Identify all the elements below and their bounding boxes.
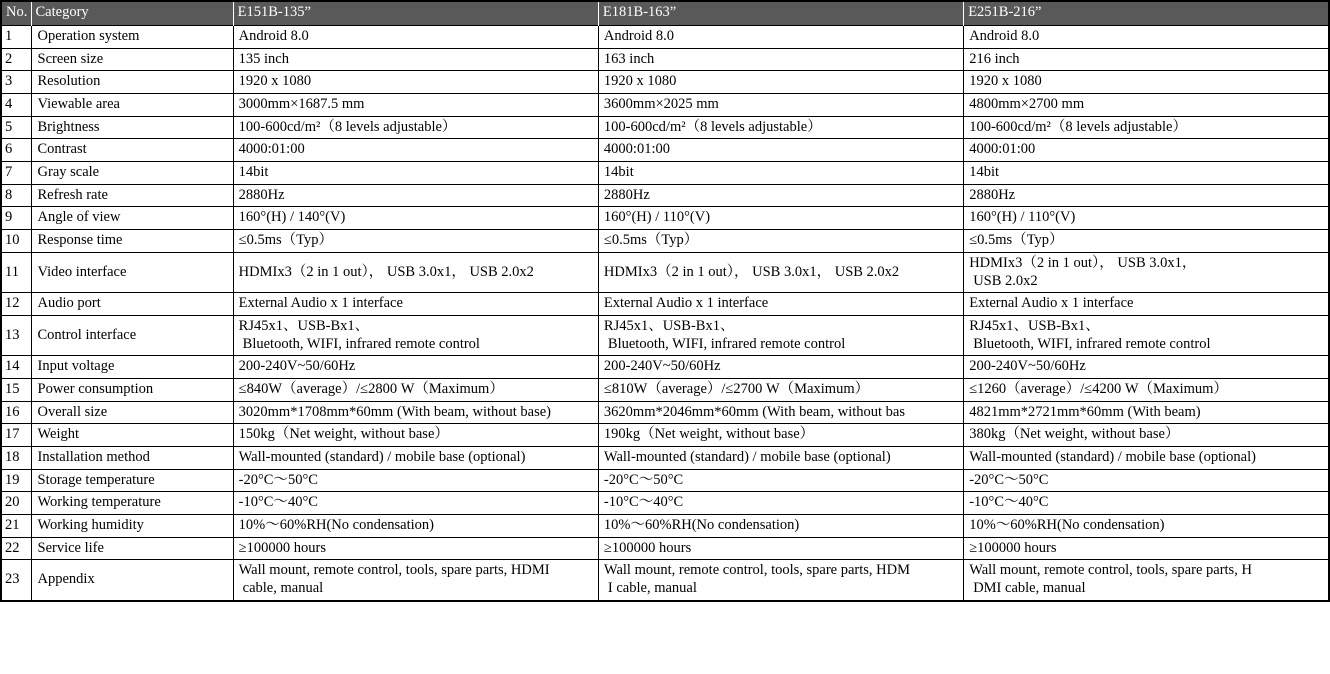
row-value-model-1: 2880Hz	[233, 184, 598, 207]
row-value-model-1: 100-600cd/m²（8 levels adjustable）	[233, 116, 598, 139]
row-value-model-3: -10°C～40°C	[964, 492, 1329, 515]
row-value-model-2: 2880Hz	[598, 184, 963, 207]
value-line-1: Wall mount, remote control, tools, spare parts, HDM	[603, 562, 911, 579]
row-value-model-1: 160°(H) / 140°(V)	[233, 207, 598, 230]
row-value-model-3: 100-600cd/m²（8 levels adjustable）	[964, 116, 1329, 139]
row-value-model-3: 380kg（Net weight, without base）	[964, 424, 1329, 447]
row-value-model-2: 14bit	[598, 162, 963, 185]
column-header-category: Category	[31, 1, 233, 25]
table-row	[1, 447, 1329, 470]
table-row	[1, 25, 1329, 48]
row-value-model-3: -20°C～50°C	[964, 469, 1329, 492]
row-value-model-1: Wall-mounted (standard) / mobile base (optional)	[233, 447, 598, 470]
row-number: 23	[1, 560, 31, 601]
row-category: Screen size	[31, 48, 233, 71]
value-line-1: Wall mount, remote control, tools, spare parts, H	[969, 562, 1252, 579]
row-category: Service life	[31, 537, 233, 560]
row-value-model-2: 4000:01:00	[598, 139, 963, 162]
row-category: Power consumption	[31, 378, 233, 401]
value-line-2: Bluetooth, WIFI, infrared remote control	[973, 335, 1211, 352]
row-category: Viewable area	[31, 94, 233, 117]
row-number: 8	[1, 184, 31, 207]
value-line-1: RJ45x1、USB-Bx1、	[603, 317, 735, 334]
row-value-model-3: Wall-mounted (standard) / mobile base (optional)	[964, 447, 1329, 470]
row-value-model-2: Wall-mounted (standard) / mobile base (optional)	[598, 447, 963, 470]
row-value-model-3: Android 8.0	[964, 25, 1329, 48]
row-number: 16	[1, 401, 31, 424]
value-line-2: cable, manual	[242, 580, 324, 597]
row-number: 12	[1, 293, 31, 316]
row-category: Brightness	[31, 116, 233, 139]
row-value-model-2: Android 8.0	[598, 25, 963, 48]
row-category: Appendix	[31, 560, 233, 601]
table-row	[1, 252, 1329, 292]
value-line-2: Bluetooth, WIFI, infrared remote control	[242, 335, 480, 352]
row-value-model-1: 3020mm*1708mm*60mm (With beam, without base)	[233, 401, 598, 424]
row-category: Input voltage	[31, 356, 233, 379]
row-number: 11	[1, 252, 31, 292]
row-value-model-3: 216 inch	[964, 48, 1329, 71]
row-category: Weight	[31, 424, 233, 447]
row-value-model-2	[598, 560, 963, 601]
row-number: 10	[1, 230, 31, 253]
row-number: 22	[1, 537, 31, 560]
row-value-model-2: 200-240V~50/60Hz	[598, 356, 963, 379]
row-value-model-2: 1920 x 1080	[598, 71, 963, 94]
table-row	[1, 48, 1329, 71]
row-value-model-1	[233, 560, 598, 601]
row-value-model-1: 14bit	[233, 162, 598, 185]
row-value-model-3	[964, 252, 1329, 292]
row-number: 13	[1, 315, 31, 355]
row-value-model-1: 10%～60%RH(No condensation)	[233, 515, 598, 538]
row-value-model-2: 3600mm×2025 mm	[598, 94, 963, 117]
value-line-1: HDMIx3（2 in 1 out）， USB 3.0x1，	[969, 254, 1197, 271]
row-value-model-2: ≤0.5ms（Typ）	[598, 230, 963, 253]
row-value-model-2: 100-600cd/m²（8 levels adjustable）	[598, 116, 963, 139]
row-number: 1	[1, 25, 31, 48]
row-category: Working temperature	[31, 492, 233, 515]
table-row	[1, 537, 1329, 560]
row-value-model-1: External Audio x 1 interface	[233, 293, 598, 316]
table-row	[1, 139, 1329, 162]
row-value-model-1: -20°C～50°C	[233, 469, 598, 492]
row-value-model-3: 200-240V~50/60Hz	[964, 356, 1329, 379]
row-category: Installation method	[31, 447, 233, 470]
row-number: 7	[1, 162, 31, 185]
row-value-model-1: 150kg（Net weight, without base）	[233, 424, 598, 447]
table-row	[1, 469, 1329, 492]
column-header-model-1: E151B-135”	[233, 1, 598, 25]
table-row	[1, 560, 1329, 601]
row-category: Refresh rate	[31, 184, 233, 207]
value-line-1: RJ45x1、USB-Bx1、	[969, 317, 1100, 334]
table-row	[1, 94, 1329, 117]
row-number: 19	[1, 469, 31, 492]
row-value-model-2: 160°(H) / 110°(V)	[598, 207, 963, 230]
table-row	[1, 71, 1329, 94]
row-value-model-2: 10%～60%RH(No condensation)	[598, 515, 963, 538]
row-number: 18	[1, 447, 31, 470]
table-row	[1, 207, 1329, 230]
value-line-2: USB 2.0x2	[973, 272, 1038, 289]
row-value-model-1	[233, 315, 598, 355]
row-value-model-1: 135 inch	[233, 48, 598, 71]
row-number: 17	[1, 424, 31, 447]
row-value-model-3	[964, 315, 1329, 355]
table-row	[1, 162, 1329, 185]
row-value-model-2: External Audio x 1 interface	[598, 293, 963, 316]
table-row	[1, 293, 1329, 316]
column-header-no: No.	[1, 1, 31, 25]
row-value-model-3: 4000:01:00	[964, 139, 1329, 162]
row-value-model-2: -20°C～50°C	[598, 469, 963, 492]
table-row	[1, 184, 1329, 207]
table-header-row	[1, 1, 1329, 25]
row-category: Resolution	[31, 71, 233, 94]
row-value-model-1: 3000mm×1687.5 mm	[233, 94, 598, 117]
row-category: Operation system	[31, 25, 233, 48]
row-category: Overall size	[31, 401, 233, 424]
row-category: Contrast	[31, 139, 233, 162]
row-number: 3	[1, 71, 31, 94]
row-value-model-3: ≥100000 hours	[964, 537, 1329, 560]
row-value-model-2: ≤810W（average）/≤2700 W（Maximum）	[598, 378, 963, 401]
value-line-1: RJ45x1、USB-Bx1、	[238, 317, 370, 334]
row-number: 20	[1, 492, 31, 515]
row-value-model-1: 4000:01:00	[233, 139, 598, 162]
row-value-model-3: 2880Hz	[964, 184, 1329, 207]
table-row	[1, 230, 1329, 253]
row-category: Gray scale	[31, 162, 233, 185]
column-header-model-3: E251B-216”	[964, 1, 1329, 25]
value-line-1: Wall mount, remote control, tools, spare parts, HDMI	[238, 562, 550, 579]
table-row	[1, 401, 1329, 424]
row-value-model-1: 1920 x 1080	[233, 71, 598, 94]
table-row	[1, 116, 1329, 139]
row-value-model-2: 163 inch	[598, 48, 963, 71]
row-value-model-2: 3620mm*2046mm*60mm (With beam, without bas	[598, 401, 963, 424]
value-line-2: DMI cable, manual	[973, 580, 1086, 597]
value-line-2: I cable, manual	[607, 580, 697, 597]
row-value-model-3: 14bit	[964, 162, 1329, 185]
table-row	[1, 424, 1329, 447]
table-row	[1, 378, 1329, 401]
row-number: 14	[1, 356, 31, 379]
table-row	[1, 515, 1329, 538]
row-category: Storage temperature	[31, 469, 233, 492]
row-value-model-1: ≤0.5ms（Typ）	[233, 230, 598, 253]
row-value-model-3: 160°(H) / 110°(V)	[964, 207, 1329, 230]
row-number: 2	[1, 48, 31, 71]
row-value-model-3: 4821mm*2721mm*60mm (With beam)	[964, 401, 1329, 424]
table-row	[1, 356, 1329, 379]
row-value-model-2: HDMIx3（2 in 1 out）， USB 3.0x1， USB 2.0x2	[598, 252, 963, 292]
row-value-model-3: 10%～60%RH(No condensation)	[964, 515, 1329, 538]
row-category: Working humidity	[31, 515, 233, 538]
row-value-model-3: External Audio x 1 interface	[964, 293, 1329, 316]
row-category: Response time	[31, 230, 233, 253]
row-value-model-2	[598, 315, 963, 355]
row-value-model-1: ≥100000 hours	[233, 537, 598, 560]
row-value-model-2: -10°C～40°C	[598, 492, 963, 515]
row-number: 5	[1, 116, 31, 139]
row-category: Video interface	[31, 252, 233, 292]
table-row	[1, 492, 1329, 515]
row-number: 6	[1, 139, 31, 162]
row-value-model-1: Android 8.0	[233, 25, 598, 48]
row-value-model-3: ≤0.5ms（Typ）	[964, 230, 1329, 253]
row-value-model-3: 1920 x 1080	[964, 71, 1329, 94]
row-number: 15	[1, 378, 31, 401]
row-number: 21	[1, 515, 31, 538]
row-value-model-3: ≤1260（average）/≤4200 W（Maximum）	[964, 378, 1329, 401]
row-category: Angle of view	[31, 207, 233, 230]
row-value-model-3: 4800mm×2700 mm	[964, 94, 1329, 117]
row-value-model-1: -10°C～40°C	[233, 492, 598, 515]
row-value-model-3	[964, 560, 1329, 601]
row-category: Control interface	[31, 315, 233, 355]
row-number: 4	[1, 94, 31, 117]
row-value-model-1: ≤840W（average）/≤2800 W（Maximum）	[233, 378, 598, 401]
row-value-model-2: ≥100000 hours	[598, 537, 963, 560]
table-row	[1, 315, 1329, 355]
row-category: Audio port	[31, 293, 233, 316]
row-value-model-1: HDMIx3（2 in 1 out）， USB 3.0x1， USB 2.0x2	[233, 252, 598, 292]
column-header-model-2: E181B-163”	[598, 1, 963, 25]
value-line-2: Bluetooth, WIFI, infrared remote control	[607, 335, 846, 352]
row-value-model-2: 190kg（Net weight, without base）	[598, 424, 963, 447]
row-value-model-1: 200-240V~50/60Hz	[233, 356, 598, 379]
row-number: 9	[1, 207, 31, 230]
